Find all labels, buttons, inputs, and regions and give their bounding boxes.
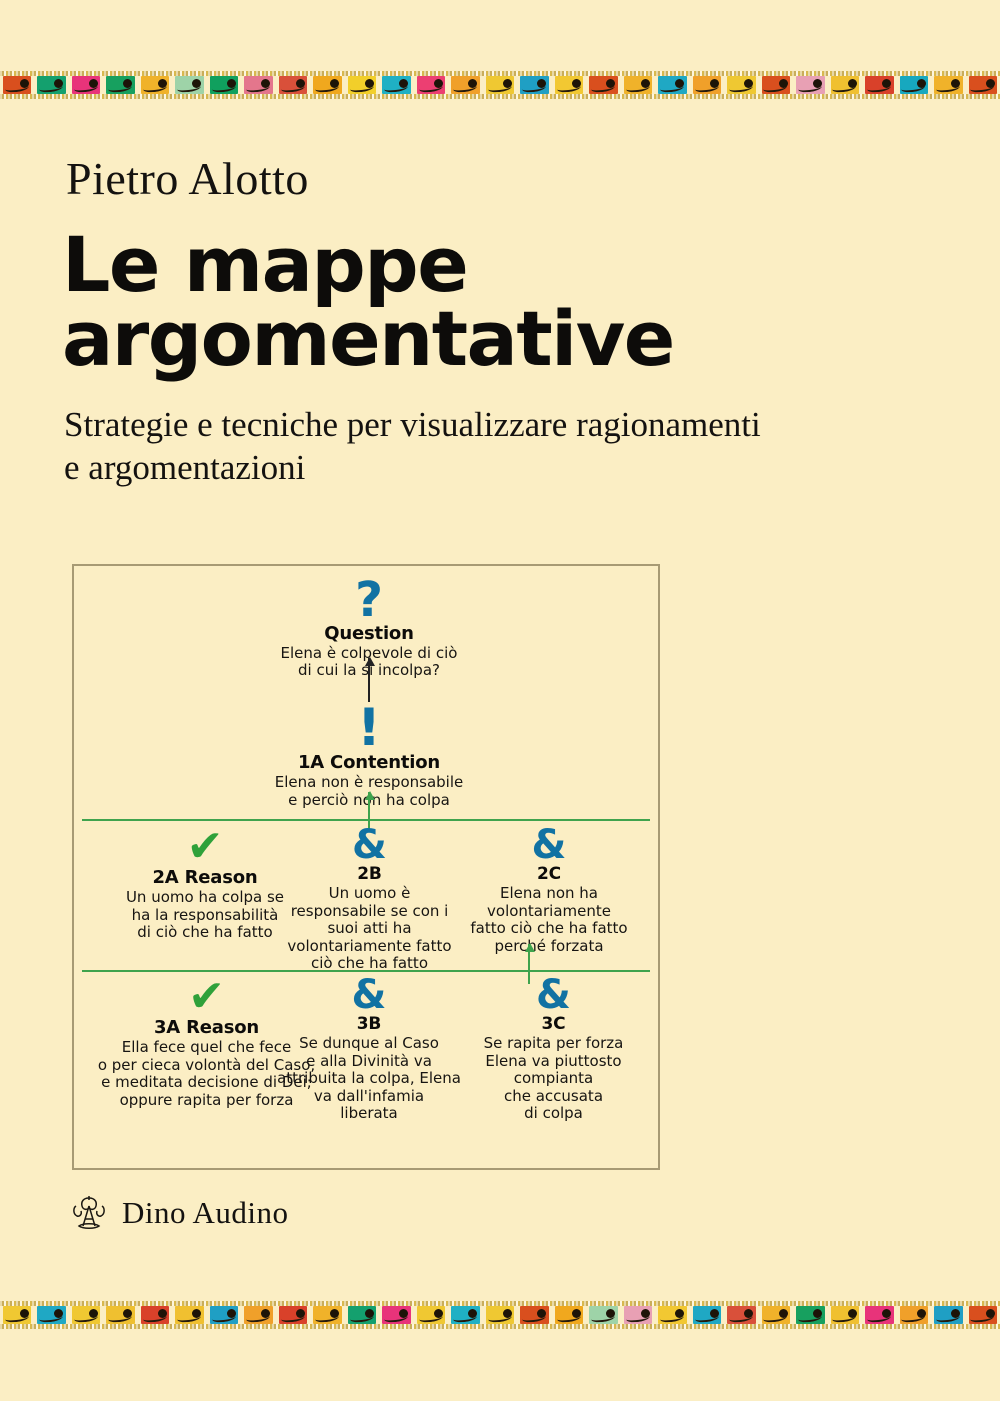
ampersand-icon: & xyxy=(536,972,571,1018)
band-cell xyxy=(69,75,103,95)
band-rail-bottom xyxy=(0,1324,1000,1329)
band-cell xyxy=(586,1305,620,1325)
band-cell xyxy=(655,75,689,95)
band-cell-dot-icon xyxy=(986,1309,995,1318)
publisher xyxy=(70,1192,289,1234)
band-rail-bottom xyxy=(0,94,1000,99)
band-cell xyxy=(103,1305,137,1325)
arrow-up-icon-1a-to-question xyxy=(368,658,370,702)
band-cell xyxy=(207,75,241,95)
map-node-2a-body: Un uomo ha colpa se ha la responsabilità di ciò che ha fatto xyxy=(125,888,285,942)
map-node-3b[interactable] xyxy=(274,972,464,1123)
top-decorative-band xyxy=(0,70,1000,100)
band-cell xyxy=(207,1305,241,1325)
band-cell xyxy=(138,75,172,95)
band-cell xyxy=(69,1305,103,1325)
map-node-2c-body: Elena non ha volontariamente fatto ciò che ha fatto perché forzata xyxy=(470,884,628,955)
map-node-2c[interactable] xyxy=(449,822,649,955)
book-title-line-1: Le mappe xyxy=(62,220,468,309)
band-cell xyxy=(379,75,413,95)
band-cell xyxy=(552,75,586,95)
map-node-2b-body: Un uomo è responsabile se con i suoi atti ha volontariamente fatto ciò che ha fatto xyxy=(287,884,452,973)
band-cell xyxy=(483,1305,517,1325)
book-subtitle xyxy=(64,404,924,489)
band-cell xyxy=(793,75,827,95)
band-cell xyxy=(828,75,862,95)
ampersand-icon: & xyxy=(351,972,387,1018)
band-cell-dot-icon xyxy=(917,1309,926,1318)
band-cell xyxy=(310,75,344,95)
band-cell xyxy=(621,75,655,95)
band-cell xyxy=(172,75,206,95)
map-node-2a-header: 2A Reason xyxy=(152,867,258,889)
band-cell xyxy=(966,1305,1000,1325)
band-cell xyxy=(862,1305,896,1325)
band-cell xyxy=(414,75,448,95)
band-cell xyxy=(724,75,758,95)
map-node-question-header: Question xyxy=(324,622,414,644)
band-cell xyxy=(276,75,310,95)
diagram-divider-row-2 xyxy=(82,819,650,821)
band-color-cells xyxy=(0,75,1000,95)
band-cell-dot-icon xyxy=(779,79,788,88)
band-cell xyxy=(759,1305,793,1325)
band-cell-dot-icon xyxy=(917,79,926,88)
dino-audino-monogram-icon xyxy=(70,1192,108,1234)
author-name: Pietro Alotto xyxy=(66,153,309,204)
ampersand-icon: & xyxy=(352,822,387,868)
book-title-line-2: argomentative xyxy=(62,294,674,384)
band-cell xyxy=(655,1305,689,1325)
band-cell xyxy=(483,75,517,95)
book-subtitle-line-1: Strategie e tecniche per visualizzare ragionamenti xyxy=(64,405,761,444)
band-cell xyxy=(759,75,793,95)
band-cell xyxy=(241,1305,275,1325)
map-node-3a-header: 3A Reason xyxy=(153,1017,260,1039)
band-cell xyxy=(966,75,1000,95)
band-cell xyxy=(103,75,137,95)
publisher-name: Dino Audino xyxy=(122,1195,289,1230)
band-cell xyxy=(862,75,896,95)
bottom-decorative-band xyxy=(0,1300,1000,1330)
map-node-3b-body: Se dunque al Caso e alla Divinità va attribuita la colpa, Elena va dall'infamia liberata xyxy=(277,1034,461,1123)
band-cell-dot-icon xyxy=(779,1309,788,1318)
band-cell xyxy=(34,75,68,95)
band-cell xyxy=(897,1305,931,1325)
band-cell xyxy=(310,1305,344,1325)
band-cell xyxy=(345,1305,379,1325)
book-subtitle-line-2: e argomentazioni xyxy=(64,447,306,487)
argument-map-diagram xyxy=(72,564,660,1170)
band-cell xyxy=(448,75,482,95)
band-cell xyxy=(241,75,275,95)
map-node-2c-header: 2C xyxy=(537,864,561,884)
band-cell xyxy=(0,1305,34,1325)
band-cell xyxy=(517,75,551,95)
band-cell xyxy=(621,1305,655,1325)
band-cell xyxy=(552,1305,586,1325)
band-cell xyxy=(34,1305,68,1325)
ampersand-icon: & xyxy=(531,822,567,868)
book-title xyxy=(62,220,892,384)
band-cell xyxy=(690,1305,724,1325)
band-cell-dot-icon xyxy=(848,79,857,88)
map-node-3c-body: Se rapita per forza Elena va piuttosto compianta che accusata di colpa xyxy=(483,1034,624,1123)
band-cell xyxy=(379,1305,413,1325)
band-color-cells xyxy=(0,1305,1000,1325)
band-cell xyxy=(448,1305,482,1325)
band-cell xyxy=(724,1305,758,1325)
question-mark-icon: ? xyxy=(355,572,383,628)
map-node-3b-header: 3B xyxy=(356,1014,382,1034)
band-cell xyxy=(586,75,620,95)
band-cell xyxy=(897,75,931,95)
band-cell xyxy=(0,75,34,95)
band-cell xyxy=(793,1305,827,1325)
checkmark-icon: ✔ xyxy=(188,971,225,1022)
band-cell xyxy=(690,75,724,95)
band-cell xyxy=(517,1305,551,1325)
arrowhead xyxy=(365,657,375,666)
band-cell xyxy=(345,75,379,95)
map-node-1a-header: 1A Contention xyxy=(297,752,441,774)
arrowhead xyxy=(525,943,535,952)
map-node-3a-body: Ella fece quel che fece o per cieca volontà del Caso, e meditata decisione di Dei; oppure rapita per forza xyxy=(97,1038,316,1110)
map-node-3c[interactable] xyxy=(456,972,651,1123)
band-cell xyxy=(931,75,965,95)
map-node-1a-body: Elena non è responsabile e perciò non ha colpa xyxy=(274,773,464,809)
checkmark-icon: ✔ xyxy=(186,821,224,872)
exclamation-mark-icon: ! xyxy=(357,698,381,758)
band-cell-dot-icon xyxy=(848,1309,857,1318)
map-node-3c-header: 3C xyxy=(541,1014,566,1034)
band-cell xyxy=(828,1305,862,1325)
band-cell xyxy=(414,1305,448,1325)
band-cell xyxy=(931,1305,965,1325)
map-node-question-body: Elena è colpevole di ciò di cui la si incolpa? xyxy=(280,643,458,680)
map-node-2b-header: 2B xyxy=(357,864,382,884)
band-cell xyxy=(138,1305,172,1325)
map-node-2b[interactable] xyxy=(282,822,457,973)
arrowhead xyxy=(365,791,375,800)
band-cell xyxy=(172,1305,206,1325)
band-cell xyxy=(276,1305,310,1325)
band-cell-dot-icon xyxy=(986,79,995,88)
